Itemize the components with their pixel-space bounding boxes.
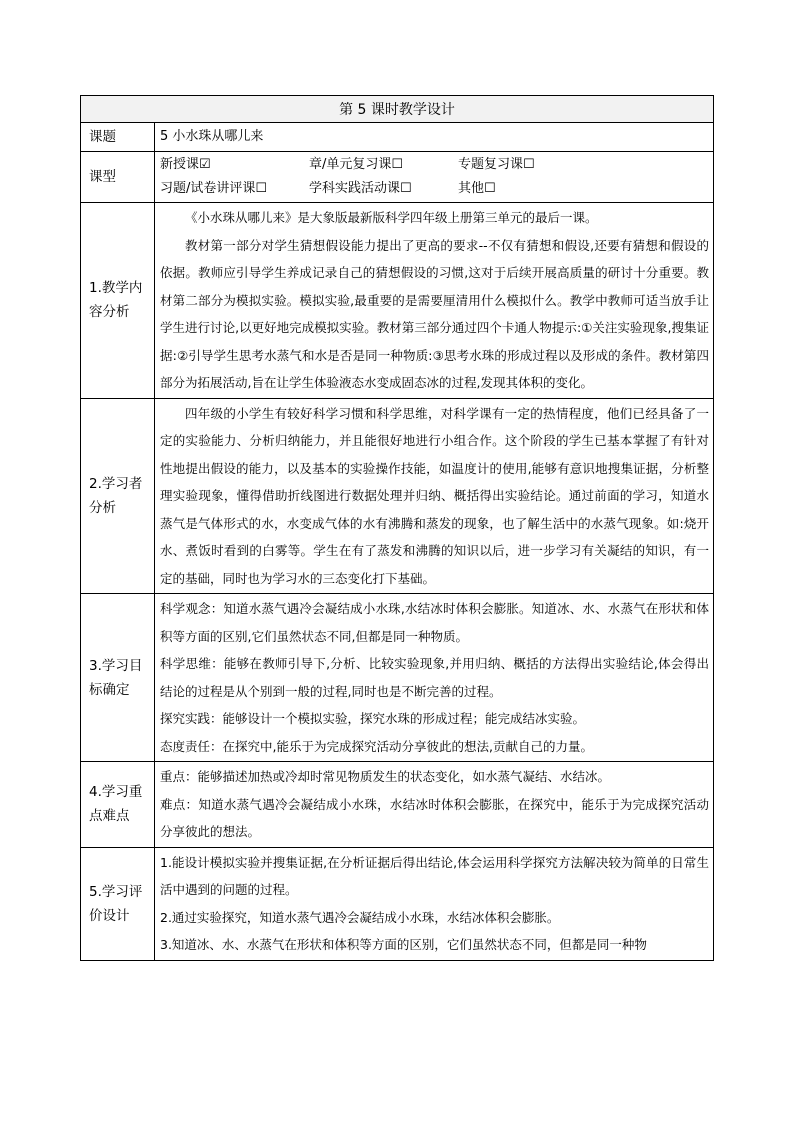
lesson-type-row (81, 152, 714, 203)
objective-item-inquiry-practice: 探究实践：能够设计一个模拟实验，探究水珠的形成过程；能完成结冰实验。 (160, 711, 586, 726)
content-analysis-row (81, 203, 714, 399)
lesson-type-option-new[interactable]: 新授课☑ (160, 157, 211, 172)
objective-item-scientific-thinking: 科学思维：能够在教师引导下,分析、比较实验现象,并用归纳、概括的方法得出实验结论,体会得出结论的过程是从个别到一般的过程,同时也是不断完善的过程。 (160, 656, 709, 699)
content-analysis-paragraph: 《小水珠从哪儿来》是大象版最新版科学四年级上册第三单元的最后一课。 (185, 210, 598, 225)
lesson-type-options-row-2 (160, 177, 709, 201)
lesson-type-cell (155, 152, 714, 203)
page-title: 第 5 课时教学设计 (81, 96, 714, 123)
key-points-label: 4.学习重点难点 (81, 762, 155, 848)
key-points-cell (155, 762, 714, 848)
evaluation-item: 2.通过实验探究，知道水蒸气遇冷会凝结成小水珠，水结冰体积会膨胀。 (160, 909, 560, 925)
learner-analysis-row (81, 398, 714, 594)
objectives-label: 3.学习目标确定 (81, 594, 155, 762)
evaluation-row (81, 847, 714, 960)
lesson-type-option-practice-activity[interactable]: 学科实践活动课☐ (309, 181, 412, 196)
lesson-type-option-other[interactable]: 其他☐ (458, 181, 496, 196)
evaluation-label: 5.学习评价设计 (81, 847, 155, 960)
title-row (81, 96, 714, 123)
content-analysis-paragraph: 教材第一部分对学生猜想假设能力提出了更高的要求--不仅有猜想和假设,还要有猜想和假设的依据。教师应引导学生养成记录自己的猜想假设的习惯,这对于后续开展高质量的研讨十分重要。教材第二部分为模拟实验。模拟实验,最重要的是需要厘清用什么模拟什么。教学中教师可适当放手让学生进行讨论,以更好地完成模拟实验。教材第三部分通过四个卡通人物提示:①关注实验现象,搜集证据:②引导学生思考水蒸气和水是否是同一种物质:③思考水珠的形成过程以及形成的条件。教材第四部分为拓展活动,旨在让学生体验液态水变成固态冰的过程,发现其体积的变化。 (160, 237, 709, 390)
topic-cell (155, 123, 714, 152)
topic-value: 5 小水珠从哪儿来 (160, 129, 264, 144)
evaluation-item: 1.能设计模拟实验并搜集证据,在分析证据后得出结论,体会运用科学探究方法解决较为简单的日常生活中遇到的问题的过程。 (160, 854, 709, 897)
topic-row (81, 123, 714, 152)
objective-item-scientific-concept: 科学观念：知道水蒸气遇冷会凝结成小水珠,水结冰时体积会膨胀。知道冰、水、水蒸气在形状和体积等方面的区别,它们虽然状态不同,但都是同一种物质。 (160, 601, 709, 644)
objectives-cell (155, 594, 714, 762)
topic-label: 课题 (81, 123, 155, 152)
objectives-row (81, 594, 714, 762)
content-analysis-label: 1.教学内容分析 (81, 203, 155, 399)
objective-item-attitude: 态度责任：在探究中,能乐于为完成探究活动分享彼此的想法,贡献自己的力量。 (160, 738, 593, 754)
lesson-type-option-unit-review[interactable]: 章/单元复习课☐ (309, 157, 404, 172)
key-point-item: 重点：能够描述加热或冷却时常见物质发生的状态变化，如水蒸气凝结、水结冰。 (160, 769, 611, 784)
learner-analysis-cell (155, 398, 714, 594)
lesson-type-label: 课型 (81, 152, 155, 203)
lesson-design-table (80, 95, 714, 961)
lesson-type-option-topic-review[interactable]: 专题复习课☐ (458, 157, 535, 172)
evaluation-item: 3.知道冰、水、水蒸气在形状和体积等方面的区别，它们虽然状态不同，但都是同一种物 (160, 937, 647, 952)
difficulty-item: 难点：知道水蒸气遇冷会凝结成小水珠，水结冰时体积会膨胀，在探究中，能乐于为完成探究活动分享彼此的想法。 (160, 796, 709, 839)
lesson-type-option-exercise-review[interactable]: 习题/试卷讲评课☐ (160, 181, 268, 196)
lesson-type-options-row-1 (160, 153, 709, 177)
evaluation-cell (155, 847, 714, 960)
learner-analysis-label: 2.学习者分析 (81, 398, 155, 594)
learner-analysis-paragraph: 四年级的小学生有较好科学习惯和科学思维，对科学课有一定的热情程度，他们已经具备了一定的实验能力、分析归纳能力，并且能很好地进行小组合作。这个阶段的学生已基本掌握了有针对性地提出假设的能力，以及基本的实验操作技能，如温度计的使用,能够有意识地搜集证据，分析整理实验现象，懂得借助折线图进行数据处理并归纳、概括得出实验结论。通过前面的学习，知道水蒸气是气体形式的水，水变成气体的水有沸腾和蒸发的现象，也了解生活中的水蒸气现象。如:烧开水、煮饭时看到的白雾等。学生在有了蒸发和沸腾的知识以后，进一步学习有关凝结的知识，有一定的基础，同时也为学习水的三态变化打下基础。 (160, 405, 709, 586)
content-analysis-cell (155, 203, 714, 399)
key-points-row (81, 762, 714, 848)
